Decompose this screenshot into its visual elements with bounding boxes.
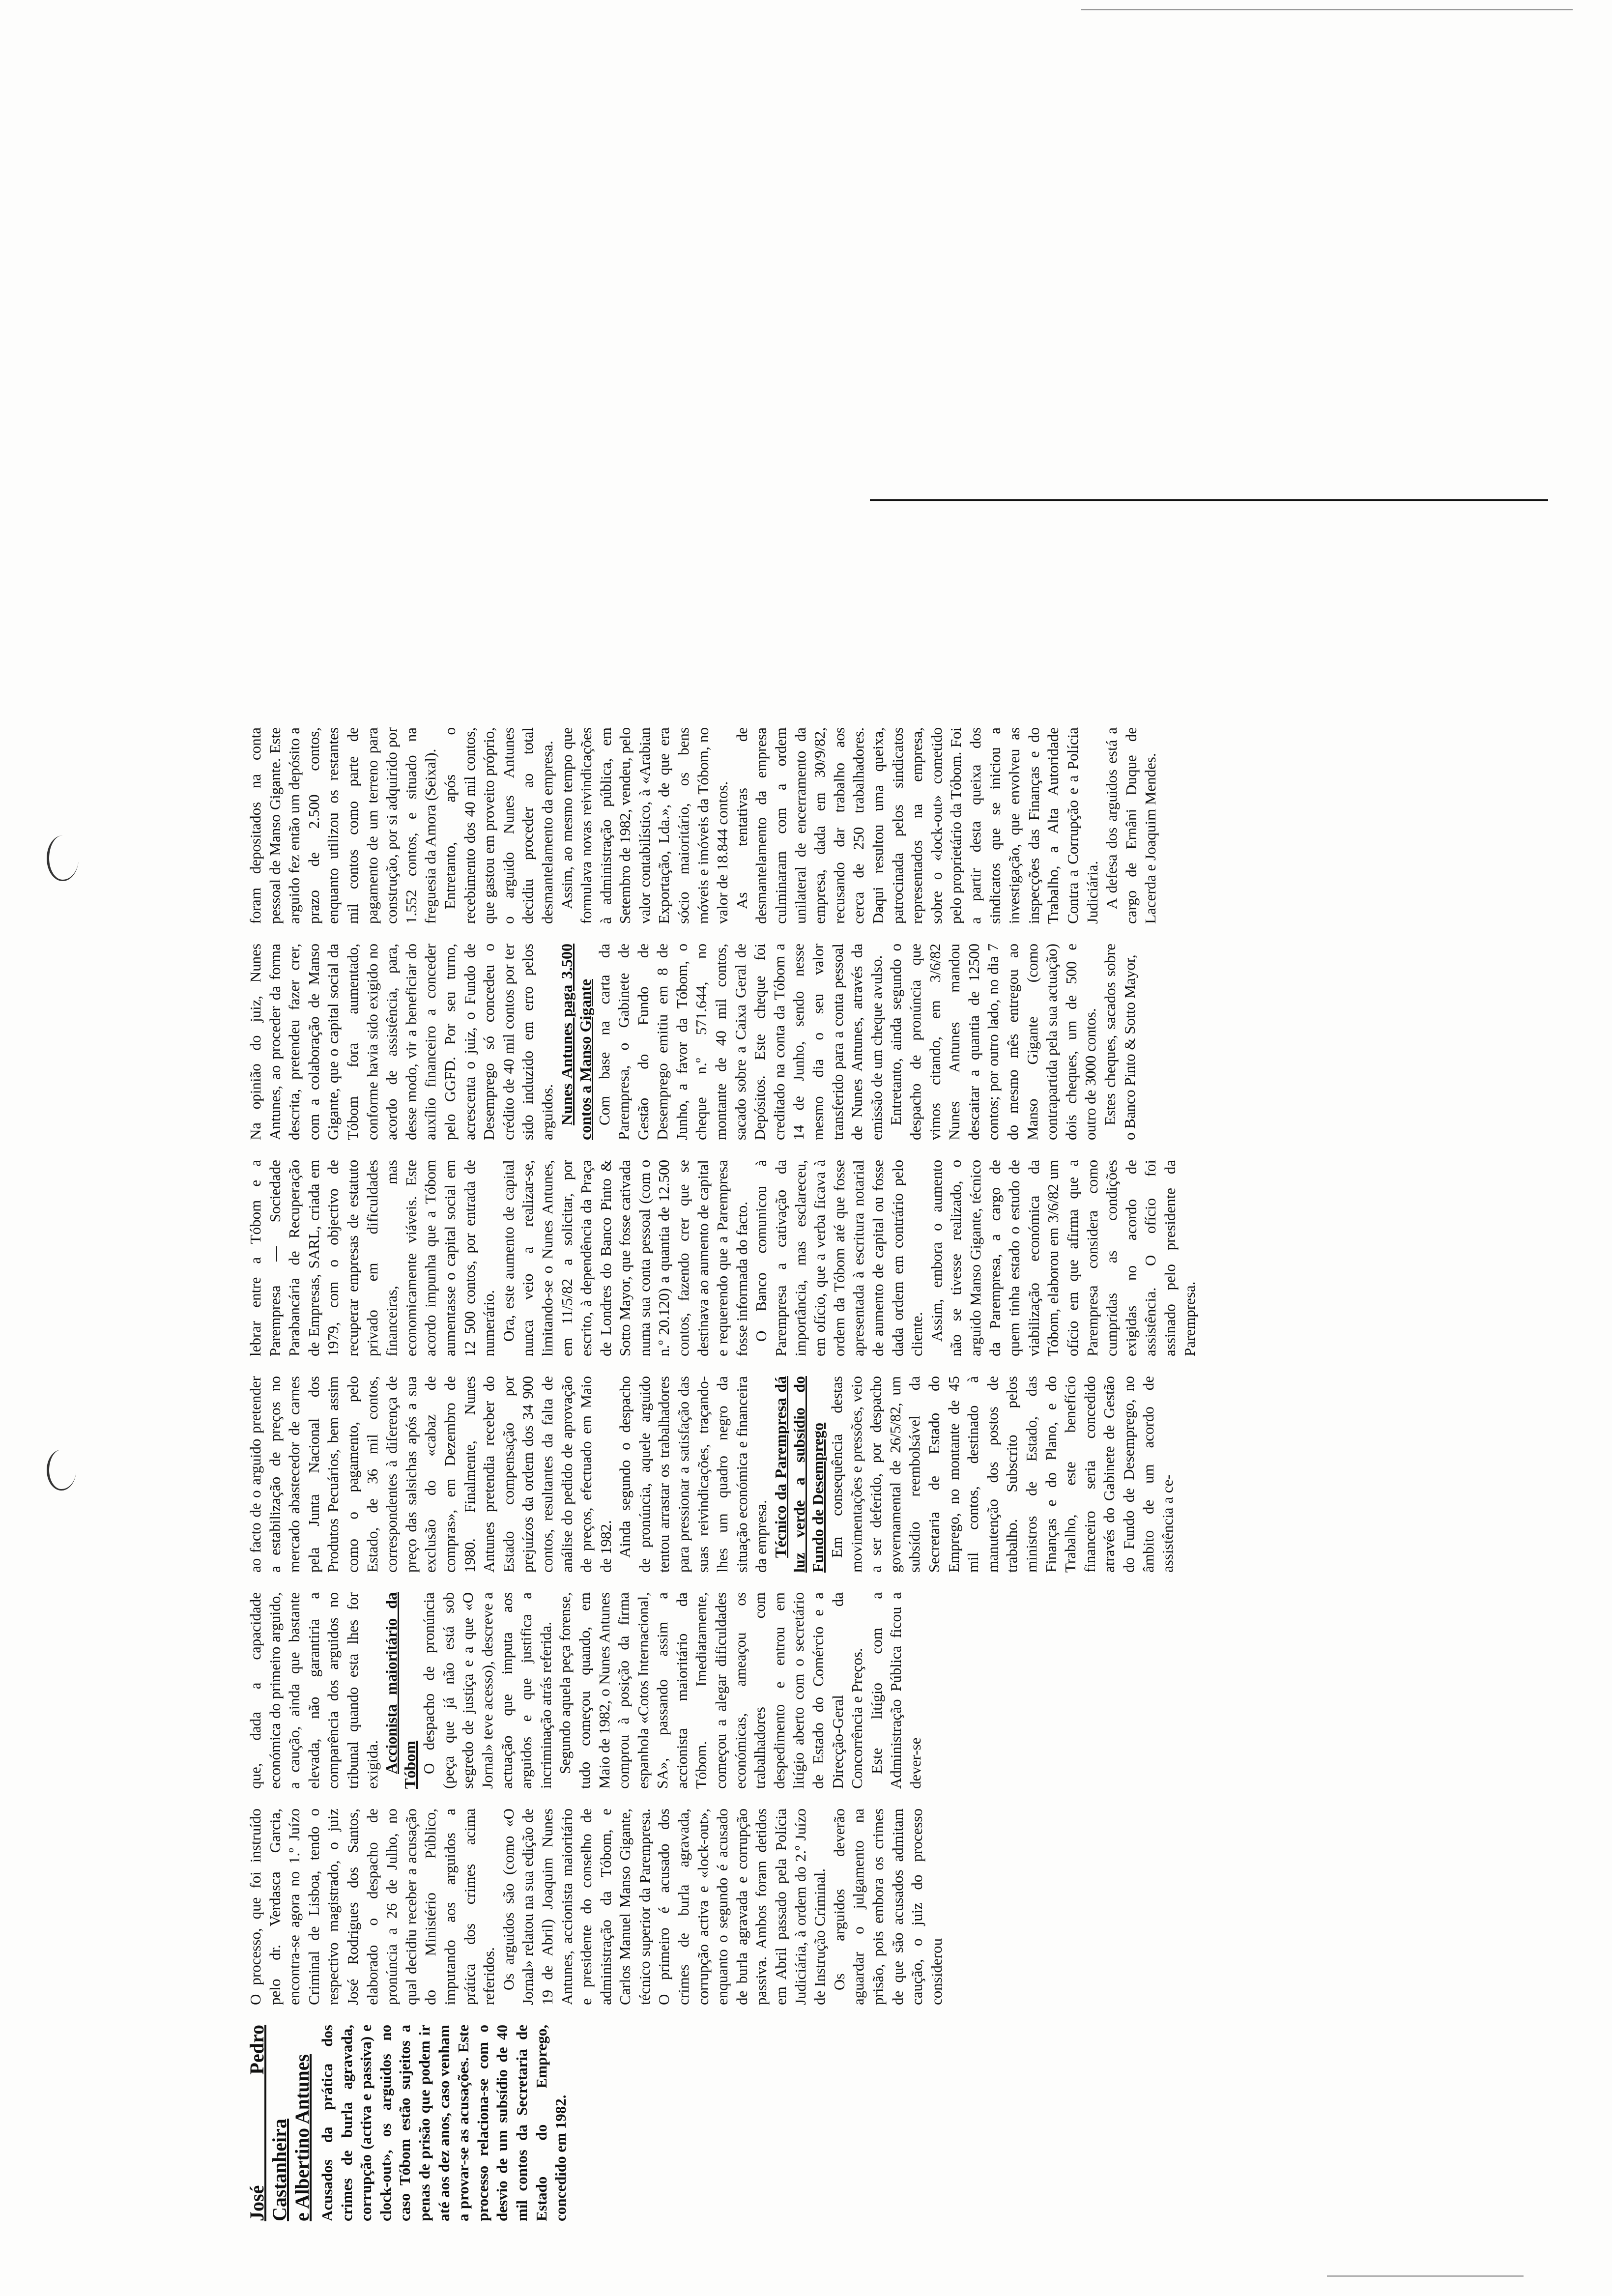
paragraph: foram depositados na conta pessoal de Manso Gigante. Este arguido fez então um depósito a prazo de 2.500 contos, enquanto utilizou os restantes mil contos como parte de pagamento de um terreno para construção, por si adquirido por 1.552 contos, e situado na freguesia da Amora (Seixal). bbox=[247, 727, 439, 924]
paragraph: Assim, ao mesmo tempo que formulava novas reivindicações à administração pública, em Setembro de 1982, vendeu, pelo valor contabilístico, à «Arabian Exportação, Lda.», de que era sócio maioritário, os bens móveis e imóveis da Tóbom, no valor de 18.844 contos. bbox=[558, 727, 731, 924]
author-2: e Albertino Antunes bbox=[291, 2054, 313, 2221]
paragraph: Ainda segundo o despacho de pronúncia, aquele arguido tentou arrastar os trabalhadores para pressionar a satisfação das suas reivindicações, traçando-lhes um quadro negro da situação económica e financeira da empresa. bbox=[616, 1376, 770, 1573]
paragraph: que, dada a capacidade económica do primeiro arguido, a caução, ainda que bastante elevada, não garantiria a comparência dos arguidos no tribunal quando esta lhes for exigida. bbox=[247, 1592, 381, 1789]
scan-edge-line-bottom bbox=[1327, 2275, 1524, 2277]
paragraph: Os arguidos são (como «O Jornal» relatou na sua edição de 19 de Abril) Joaquim Nunes Antunes, accionista maioritário e presidente do conselho de administração da Tóbom, e Carlos Manuel Manso Gigante, técnico superior da Parempresa. O primeiro é acusado dos crimes de burla agravada, corrupção activa e «lock-out», enquanto o segundo é acusado de burla agravada e corrupção passiva. Ambos foram detidos em Abril passado pela Polícia Judiciária, à ordem do 2.º Juízo de Instrução Criminal. bbox=[499, 1808, 829, 2005]
paragraph: O despacho de pronúncia (peça que já não está sob segredo de justiça e a que «O Jornal» teve acesso), descreve a actuação que imputa aos arguidos e que justifica a incriminação atrás referida. bbox=[420, 1592, 554, 1789]
paragraph: lebrar entre a Tóbom e a Parempresa — Sociedade Parabancária de Recuperação de Empresas, SARL, criada em 1979, com o objectivo de recuperar empresas de estatuto privado em dificuldades financeiras, mas economicamente viáveis. Este acordo impunha que a Tóbom aumentasse o capital social em 12 500 contos, por entrada de numerário. bbox=[247, 1160, 498, 1356]
paragraph: ao facto de o arguido pretender a estabilização de preços no mercado abastecedor de carnes pela Junta Nacional dos Produtos Pecuários, bem assim como o pagamento, pelo Estado, de 36 mil contos, correspondentes à diferença de preço das salsichas após a sua exclusão do «cabaz de compras», em Dezembro de 1980. Finalmente, Nunes Antunes pretendia receber do Estado compensação por prejuízos da ordem dos 34 900 contos, resultantes da falta de análise do pedido de aprovação de preços, efectuado em Maio de 1982. bbox=[247, 1376, 614, 1573]
column-2 bbox=[246, 1808, 1548, 2005]
paragraph: Entretanto, após o recebimento dos 40 mil contos, que gastou em proveito próprio, o arguido Nunes Antunes decidiu proceder ao total desmantelamento da empresa. bbox=[441, 727, 556, 924]
column-7 bbox=[246, 727, 1548, 924]
column-1 bbox=[246, 2025, 1548, 2221]
punch-hole-mark-1 bbox=[47, 835, 79, 881]
lead-paragraph: Acusados da prática dos crimes de burla agravada, corrupção (activa e passiva) e clock-out», os arguidos no caso Tóbom estão sujeitos a penas de prisão que podem ir até aos dez anos, caso venham a provar-se as acusações. Este processo relaciona-se com o desvio de um subsídio de 40 mil contos da Secretaria de Estado do Emprego, concedido em 1982. bbox=[318, 2025, 570, 2221]
paragraph: Com base na carta da Parempresa, o Gabinete de Gestão do Fundo de Desemprego emitiu em 8 de Junho, a favor da Tóbom, o cheque n.º 571.644, no montante de 40 mil contos, sacado sobre a Caixa Geral de Depósitos. Este cheque foi creditado na conta da Tóbom a 14 de Junho, sendo nesse mesmo dia o seu valor transferido para a conta pessoal de Nunes Antunes, através da emissão de um cheque avulso. bbox=[595, 944, 885, 1140]
subheading-accionista: Accionista maioritário da Tóbom bbox=[382, 1592, 419, 1789]
paragraph: Em consequência destas movimentações e pressões, veio a ser deferido, por despacho governamental de 26/5/82, um subsídio reembolsável da Secretaria de Estado do Emprego, no montante de 45 mil contos, destinado à manutenção dos postos de trabalho. Subscrito pelos ministros de Estado, das Finanças e do Plano, e do Trabalho, este benefício financeiro seria concedido através do Gabinete de Gestão do Fundo de Desemprego, no âmbito de um acordo de assistência a ce- bbox=[828, 1376, 1177, 1573]
newspaper-clipping bbox=[246, 59, 1548, 2221]
paragraph: O Banco comunicou à Parempresa a cativação da importância, mas esclareceu, em ofício, que a verba ficava à ordem da Tóbom até que fosse apresentada à escritura notarial de aumento de capital ou fosse dada ordem em contrário pelo cliente. bbox=[752, 1160, 926, 1356]
column-3 bbox=[246, 1592, 1548, 1789]
column-6 bbox=[246, 944, 1548, 1140]
paragraph: Assim, embora o aumento não se tivesse realizado, o arguido Manso Gigante, técnico da Parempresa, a cargo de quem tinha estado o estudo de viabilização económica da Tóbom, elaborou em 3/6/82 um ofício em que afirma que a Parempresa considera como cumpridas as condições exigidas no acordo de assistência. O ofício foi assinado pelo presidente da Parempresa. bbox=[927, 1160, 1198, 1356]
paragraph: As tentativas de desmantelamento da empresa culminaram com a ordem unilateral de encerramento da empresa, dada em 30/9/82, recusando dar trabalho aos cerca de 250 trabalhadores. Daqui resultou uma queixa, patrocinada pelos sindicatos representados na empresa, sobre o «lock-out» cometido pelo proprietário da Tóbom. Foi a partir desta queixa dos sindicatos que se iniciou a investigação, que envolveu as inspecções das Finanças e do Trabalho, a Alta Autoridade Contra a Corrupção e a Polícia Judiciária. bbox=[733, 727, 1101, 924]
scan-edge-line-top bbox=[1081, 9, 1573, 10]
punch-hole-mark-2 bbox=[47, 1450, 76, 1491]
column-4 bbox=[246, 1376, 1548, 1573]
paragraph: A defesa dos arguidos está a cargo de Ernâni Duque de Lacerda e Joaquim Mendes. bbox=[1103, 727, 1159, 924]
paragraph: Os arguidos deverão aguardar o julgamento na prisão, pois embora os crimes de que são acusados admitam caução, o juiz do processo considerou bbox=[830, 1808, 945, 2005]
paragraph: Ora, este aumento de capital nunca veio a realizar-se, limitando-se o Nunes Antunes, em 11/5/82 a solicitar, por escrito, à dependência da Praça de Londres do Banco Pinto & Sotto Mayor, que fosse cativada numa sua conta pessoal (com o n.º 20.120) a quantia de 12.500 contos, fazendo crer que se destinava ao aumento de capital e requerendo que a Parempresa fosse informada do facto. bbox=[499, 1160, 750, 1356]
paragraph: Este litígio com a Administração Pública ficou a dever-se bbox=[867, 1592, 924, 1789]
author-1: José Pedro Castanheira bbox=[246, 2025, 290, 2221]
paragraph: Entretanto, ainda segundo o despacho de pronúncia que vimos citando, em 3/6/82 Nunes Antunes mandou descaitar a quantia de 12500 contos; por outro lado, no dia 7 do mesmo mês entregou ao Manso Gigante (como contrapartida pela sua actuação) dois cheques, um de 500 e outro de 3000 contos. bbox=[887, 944, 1099, 1140]
column-5 bbox=[246, 1160, 1548, 1356]
paragraph: Estes cheques, sacados sobre o Banco Pinto & Sotto Mayor, bbox=[1101, 944, 1138, 1140]
paragraph: O processo, que foi instruído pelo dr. Verdasca Garcia, encontra-se agora no 1.º Juízo Criminal de Lisboa, tendo o respectivo magistrado, o juiz José Rodrigues dos Santos, elaborado o despacho de pronúncia a 26 de Julho, no qual decidiu receber a acusação do Ministério Público, imputando aos arguidos a prática dos crimes acima referidos. bbox=[247, 1808, 498, 2005]
paragraph: Na opinião do juiz, Nunes Antunes, ao proceder da forma descrita, pretendeu fazer crer, com a colaboração de Manso Gigante, que o capital social da Tóbom fora aumentado, conforme havia sido exigido no acordo de assistência, para, desse modo, vir a beneficiar do auxílio financeiro a conceder pelo GGFD. Por seu turno, acrescenta o juiz, o Fundo de Desemprego só concedeu o crédito de 40 mil contos por ter sido induzido em erro pelos arguidos. bbox=[247, 944, 556, 1140]
subheading-tecnico: Técnico da Parempresa dá luz verde a subsídio do Fundo de Desemprego bbox=[772, 1376, 827, 1573]
byline bbox=[246, 2025, 314, 2221]
column-rule bbox=[870, 499, 1548, 501]
paragraph: Segundo aquela peça forense, tudo começou quando, em Maio de 1982, o Nunes Antunes comprou à posição da firma espanhola «Cotos Internacional, SA», passando assim a accionista maioritário da Tóbom. Imediatamente, começou a alegar dificuldades económicas, ameaçou os trabalhadores com despedimento e entrou em litígio aberto com o secretário de Estado do Comércio e a Direcção-Geral da Concorrência e Preços. bbox=[556, 1592, 866, 1789]
subheading-nunes-antunes: Nunes Antunes paga 3.500 contos a Manso Gigante bbox=[557, 944, 594, 1140]
